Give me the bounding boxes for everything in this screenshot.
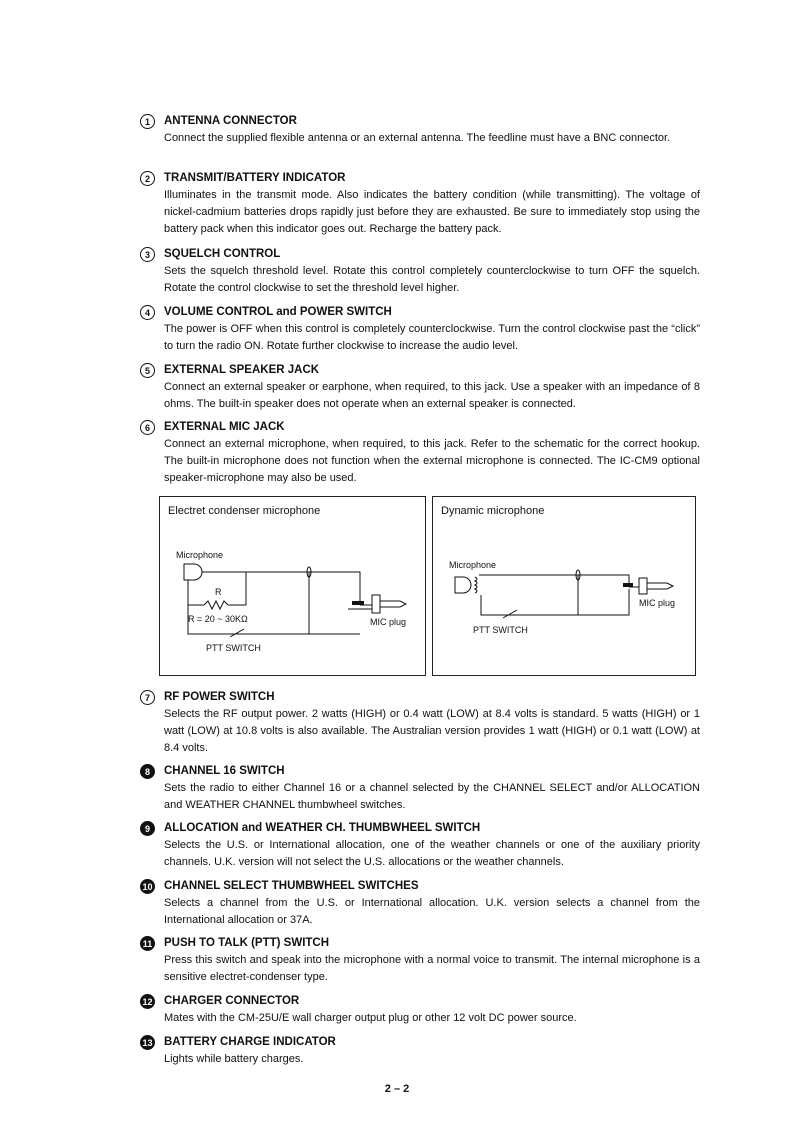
item-number: 8	[140, 764, 155, 779]
item-text: Selects the U.S. or International allocation, one of the weather channels or one of the auxiliary priority channels. U.K. version will not select the U.S. allocations or the weather channels.	[164, 839, 700, 868]
item-number: 9	[140, 821, 155, 836]
item-title: ALLOCATION and WEATHER CH. THUMBWHEEL SWITCH	[164, 822, 481, 834]
item-title: RF POWER SWITCH	[164, 691, 275, 703]
item-text: Sets the radio to either Channel 16 or a channel selected by the CHANNEL SELECT and/or ALLOCATION and WEATHER CHANNEL thumbwheel switches.	[164, 782, 700, 811]
item-text: The power is OFF when this control is completely counterclockwise. Turn the control clockwise past the “click” to turn the radio ON. Rotate further clockwise to increase the audio level.	[164, 323, 700, 352]
item-number: 6	[140, 420, 155, 435]
item-number: 2	[140, 171, 155, 186]
mic-plug-label: MIC plug	[370, 617, 407, 627]
item-number: 11	[140, 936, 155, 951]
microphone-label: Microphone	[176, 550, 224, 560]
item-number: 3	[140, 247, 155, 262]
electret-diagram	[159, 496, 426, 676]
item-number: 4	[140, 305, 155, 320]
dynamic-diagram	[432, 496, 696, 676]
item-title: BATTERY CHARGE INDICATOR	[164, 1036, 336, 1048]
item-text: Connect an external speaker or earphone, when required, to this jack. Use a speaker with an impedance of 8 ohms. The built-in speaker does not operate when an external speaker is connected.	[164, 381, 700, 410]
item-number: 5	[140, 363, 155, 378]
item-number: 12	[140, 994, 155, 1009]
electret-schematic	[160, 497, 427, 677]
item-title: PUSH TO TALK (PTT) SWITCH	[164, 937, 330, 949]
item-title: CHANNEL SELECT THUMBWHEEL SWITCHES	[164, 880, 419, 892]
item-text: Selects the RF output power. 2 watts (HIGH) or 0.4 watt (LOW) at 8.4 volts is standard. 5 watts (HIGH) or 1 watt (LOW) at 10.8 volts is also available. The Australian version provides 1 watt (HIGH) or 0.1 watt (LOW) at 8.4 volts.	[164, 708, 700, 754]
item-title: SQUELCH CONTROL	[164, 248, 281, 260]
item-title: CHANNEL 16 SWITCH	[164, 765, 285, 777]
item-text: Connect an external microphone, when required, to this jack. Refer to the schematic for the correct hookup. The built-in microphone does not function when the external microphone is connected. The IC-CM9 optional speaker-microphone may also be used.	[164, 438, 700, 484]
ptt-switch-label: PTT SWITCH	[206, 643, 261, 653]
item-text: Sets the squelch threshold level. Rotate this control completely counterclockwise to turn OFF the squelch. Rotate the control clockwise to set the threshold level higher.	[164, 265, 700, 294]
item-title: TRANSMIT/BATTERY INDICATOR	[164, 172, 346, 184]
dynamic-schematic	[433, 497, 697, 677]
diagram-title: Electret condenser microphone	[168, 505, 321, 517]
item-number: 13	[140, 1035, 155, 1050]
item-text: Illuminates in the transmit mode. Also indicates the battery condition (while transmitting). The voltage of nickel-cadmium batteries drops rapidly just before they are exhausted. Be sure to immediately stop using the battery pack when this indicator goes out. Recharge the battery pack.	[164, 189, 700, 235]
resistor-label: R	[215, 587, 222, 597]
item-title: VOLUME CONTROL and POWER SWITCH	[164, 306, 392, 318]
page-number: 2 – 2	[384, 1083, 410, 1095]
item-title: CHARGER CONNECTOR	[164, 995, 300, 1007]
item-text: Connect the supplied flexible antenna or an external antenna. The feedline must have a BNC connector.	[164, 132, 671, 144]
ptt-switch-label: PTT SWITCH	[473, 625, 528, 635]
mic-plug-label: MIC plug	[639, 598, 676, 608]
item-text: Selects a channel from the U.S. or International allocation. U.K. version selects a channel from the International allocation or 37A.	[164, 897, 700, 926]
item-title: EXTERNAL MIC JACK	[164, 421, 285, 433]
diagram-title: Dynamic microphone	[441, 505, 545, 517]
item-number: 10	[140, 879, 155, 894]
item-text: Mates with the CM-25U/E wall charger output plug or other 12 volt DC power source.	[164, 1012, 577, 1024]
item-text: Press this switch and speak into the microphone with a normal voice to transmit. The internal microphone is a sensitive electret-condenser type.	[164, 954, 700, 983]
item-title: ANTENNA CONNECTOR	[164, 115, 297, 127]
item-title: EXTERNAL SPEAKER JACK	[164, 364, 320, 376]
microphone-label: Microphone	[449, 560, 497, 570]
resistor-value-label: R = 20 ~ 30KΩ	[188, 614, 248, 624]
item-text: Lights while battery charges.	[164, 1053, 304, 1065]
item-number: 7	[140, 690, 155, 705]
item-number: 1	[140, 114, 155, 129]
